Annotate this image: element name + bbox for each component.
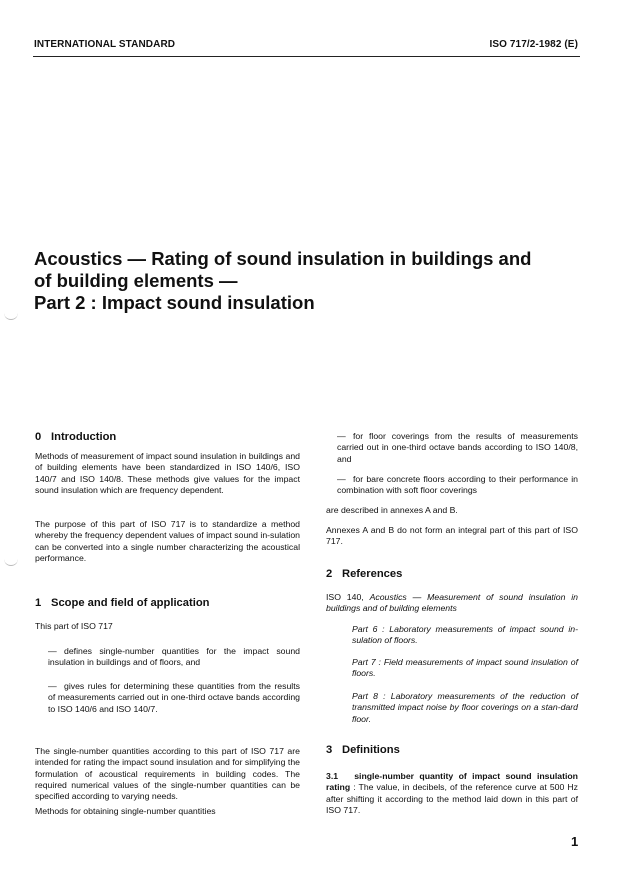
title-line-3: Part 2 : Impact sound insulation [34, 292, 315, 313]
title-line-1: Acoustics — Rating of sound insulation in buildings and [34, 248, 532, 269]
reference-title: Acoustics — Measurement of sound insulation in buildings and of building elements [326, 592, 579, 614]
dash: — [48, 646, 57, 656]
section-number: 3 [326, 744, 333, 756]
bullet-text: for bare concrete floors according to their performance in combination with soft floor coverings [337, 474, 578, 496]
section-number: 0 [35, 431, 42, 443]
header-rule [33, 56, 580, 57]
scan-mark [4, 559, 18, 566]
scope-bullet-3 [337, 431, 578, 465]
section-title: Introduction [51, 431, 117, 443]
definition-3-1 [326, 771, 578, 816]
intro-paragraph-1: Methods of measurement of impact sound insulation in buildings and of building elements have been standardized in ISO 140/6, ISO 140/7 and ISO 140/8. These methods give values for the impact sound insulation which are frequency dependent. [35, 451, 300, 495]
section-heading-introduction [35, 431, 300, 443]
definition-number: 3.1 [326, 771, 339, 781]
scope-bullet-1 [48, 646, 300, 669]
document-title [34, 248, 594, 314]
reference-part-8: Part 8 : Laboratory measurements of the reduction of transmitted impact noise by floor coverings on a stan-dard floor. [352, 691, 578, 724]
reference-number: ISO 140, [326, 592, 370, 602]
reference-part-6: Part 6 : Laboratory measurements of impact sound in-sulation of floors. [352, 624, 578, 646]
title-line-2: of building elements — [34, 270, 238, 291]
bullet-text: for floor coverings from the results of measurements carried out in one-third octave bands according to ISO 140/8, and [337, 431, 578, 464]
section-number: 2 [326, 568, 333, 580]
intro-paragraph-2: The purpose of this part of ISO 717 is to standardize a method whereby the frequency dependent values of impact sound in-sulation can be converted into a single number characterizing the acoustical performance. [35, 519, 300, 563]
reference-iso-140 [326, 592, 578, 615]
scope-paragraph-5: Annexes A and B do not form an integral part of this part of ISO 717. [326, 525, 578, 547]
dash: — [337, 431, 346, 441]
scope-paragraph-3: Methods for obtaining single-number quantities [35, 806, 216, 816]
scope-paragraph-1: This part of ISO 717 [35, 621, 113, 631]
scope-bullet-2 [48, 681, 300, 715]
definition-text: : The value, in decibels, of the reference curve at 500 Hz after shifting it according to the method laid down in this part of ISO 717. [326, 782, 578, 815]
section-title: Definitions [342, 744, 400, 756]
scope-paragraph-4: are described in annexes A and B. [326, 505, 458, 515]
section-title: References [342, 568, 403, 580]
definition-term: single-number quantity of impact sound insulation rating [326, 771, 578, 793]
scope-paragraph-2: The single-number quantities according to this part of ISO 717 are intended for rating the impact sound insulation and for simplifying the formulation of acoustical requirements in building codes. The required numerical values of the single-number quantities can be specified according to varying needs. [35, 746, 300, 802]
section-title: Scope and field of application [51, 597, 210, 609]
section-number: 1 [35, 597, 42, 609]
section-heading-scope [35, 597, 300, 609]
scan-mark [4, 313, 18, 320]
page-number: 1 [571, 834, 579, 849]
reference-part-7: Part 7 : Field measurements of impact sound insulation of floors. [352, 657, 578, 679]
header-right: ISO 717/2-1982 (E) [489, 39, 578, 50]
dash: — [337, 474, 346, 484]
scope-bullet-4 [337, 474, 578, 497]
section-heading-references [326, 568, 578, 580]
dash: — [48, 681, 57, 691]
section-heading-definitions [326, 744, 578, 756]
bullet-text: defines single-number quantities for the impact sound insulation in buildings and of floors, and [48, 646, 300, 668]
header-left: INTERNATIONAL STANDARD [34, 39, 176, 50]
bullet-text: gives rules for determining these quantities from the results of measurements carried out in one-third octave bands according to ISO 140/6 and ISO 140/7. [48, 681, 300, 714]
